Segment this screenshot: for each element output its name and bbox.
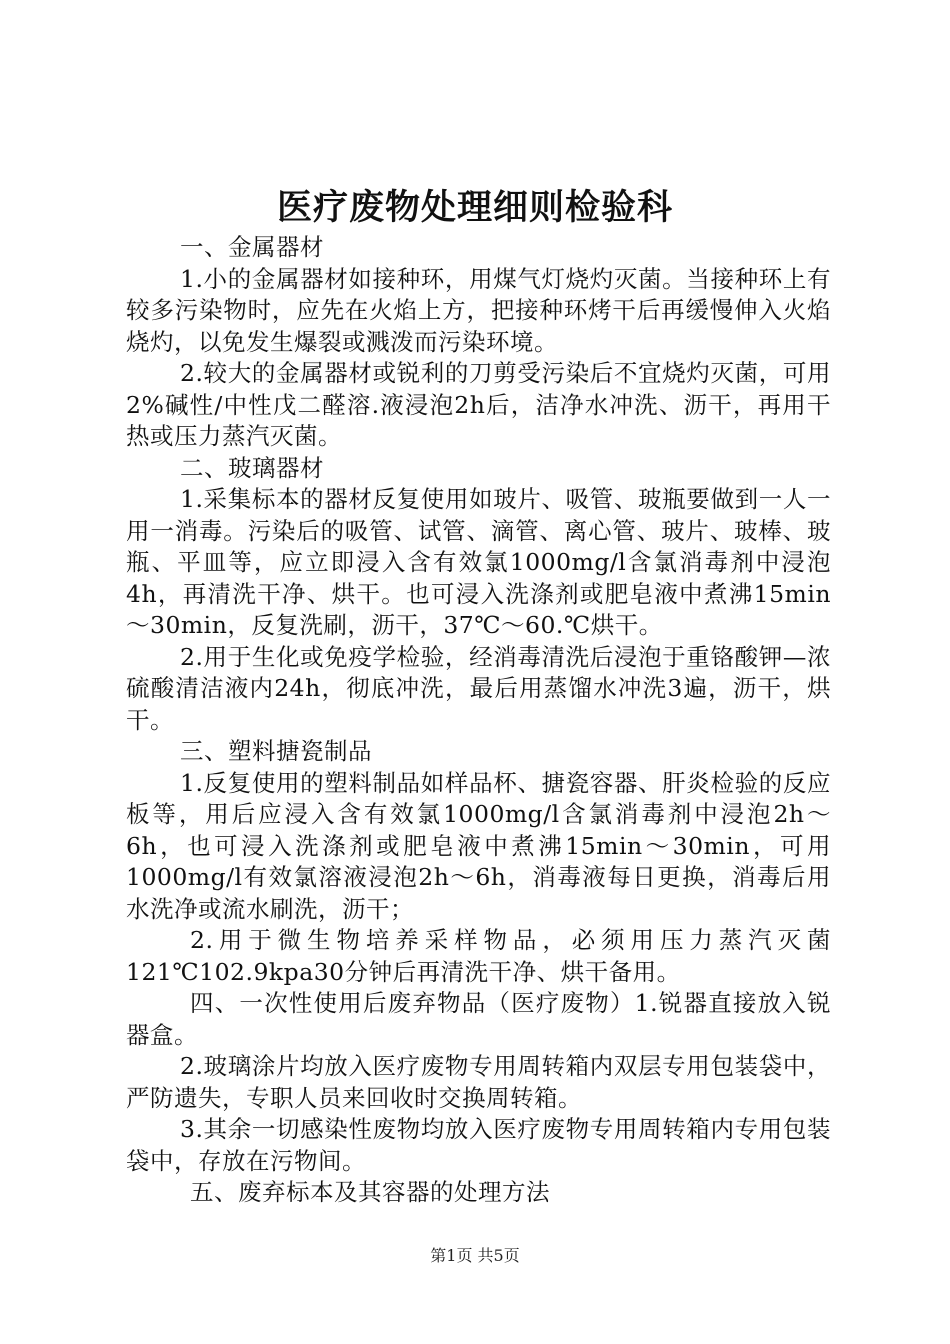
paragraph-plastic-1: 1.反复使用的塑料制品如样品杯、搪瓷容器、肝炎检验的反应板等，用后应浸入含有效氯1000mg/l含氯消毒剂中浸泡2h～6h，也可浸入洗涤剂或肥皂液中煮沸15min～30min，可用1000mg/l有效氯溶液浸泡2h～6h，消毒液每日更换，消毒后用水洗净或流水刷洗，沥干； xyxy=(126,768,831,923)
section-heading-specimen: 五、废弃标本及其容器的处理方法 xyxy=(190,1178,550,1206)
section-heading-disposable: 四、一次性使用后废弃物品（医疗废物）1.锐器直接放入锐器盒。 xyxy=(126,989,831,1049)
paragraph-glass-1: 1.采集标本的器材反复使用如玻片、吸管、玻瓶要做到一人一用一消毒。污染后的吸管、试管、滴管、离心管、玻片、玻棒、玻瓶、平皿等，应立即浸入含有效氯1000mg/l含氯消毒剂中浸泡4h，再清洗干净、烘干。也可浸入洗涤剂或肥皂液中煮沸15min～30min，反复洗刷，沥干，37℃～60.℃烘干。 xyxy=(126,485,831,639)
paragraph-metal-1: 1.小的金属器材如接种环，用煤气灯烧灼灭菌。当接种环上有较多污染物时，应先在火焰上方，把接种环烤干后再缓慢伸入火焰烧灼，以免发生爆裂或溅泼而污染环境。 xyxy=(126,264,831,356)
paragraph-disposable-2: 2.玻璃涂片均放入医疗废物专用周转箱内双层专用包装袋中，严防遗失，专职人员来回收时交换周转箱。 xyxy=(126,1052,831,1112)
paragraph-glass-2: 2.用于生化或免疫学检验，经消毒清洗后浸泡于重铬酸钾—浓硫酸清洁液内24h，彻底冲洗，最后用蒸馏水冲洗3遍，沥干，烘干。 xyxy=(126,642,831,734)
page-number-indicator: 第1页 共5页 xyxy=(430,1246,520,1265)
section-heading-plastic: 三、塑料搪瓷制品 xyxy=(180,737,372,765)
page-footer xyxy=(0,1244,950,1268)
section-heading-metal: 一、金属器材 xyxy=(180,233,324,261)
section-heading-glass: 二、玻璃器材 xyxy=(180,453,324,482)
paragraph-metal-2: 2.较大的金属器材或锐利的刀剪受污染后不宜烧灼灭菌，可用2%碱性/中性戊二醛溶.液浸泡2h后，洁净水冲洗、沥干，再用干热或压力蒸汽灭菌。 xyxy=(126,359,831,450)
document-title: 医疗废物处理细则检验科 xyxy=(276,187,673,228)
document-body xyxy=(126,232,831,1209)
paragraph-disposable-3: 3.其余一切感染性废物均放入医疗废物专用周转箱内专用包装袋中，存放在污物间。 xyxy=(126,1115,831,1175)
paragraph-plastic-2: 2.用于微生物培养采样物品，必须用压力蒸汽灭菌121℃102.9kpa30分钟后再清洗干净、烘干备用。 xyxy=(126,926,831,986)
